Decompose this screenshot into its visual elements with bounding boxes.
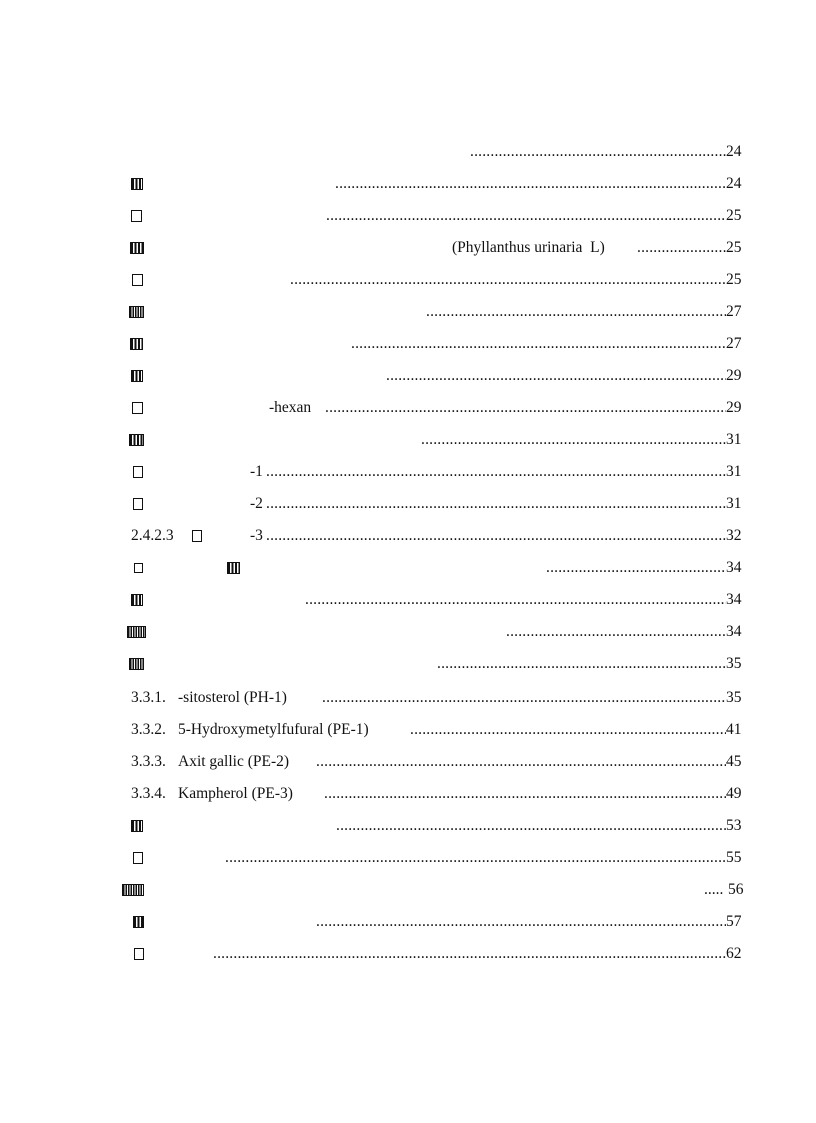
section-number: 2.4.2.3	[131, 527, 174, 544]
dot-leader	[637, 237, 726, 259]
toc-entry[interactable]	[0, 653, 816, 675]
entry-title: 5-Hydroxymetylfufural (PE-1)	[178, 721, 369, 738]
dot-leader	[225, 847, 726, 869]
missing-glyph-icon	[133, 498, 143, 510]
missing-glyph-icon	[134, 563, 143, 573]
page-number: 31	[726, 431, 742, 448]
dot-leader	[305, 589, 726, 611]
dot-leader	[266, 493, 726, 515]
dot-leader	[326, 205, 726, 227]
dot-leader	[506, 621, 726, 643]
section-number: 3.3.3.	[131, 753, 166, 770]
toc-entry[interactable]	[0, 429, 816, 451]
toc-entry[interactable]	[0, 141, 816, 163]
toc-entry[interactable]	[0, 397, 816, 419]
page-number: 49	[726, 785, 742, 802]
dot-leader: .....	[704, 881, 724, 898]
missing-glyph-icon	[133, 466, 143, 478]
page-number: 45	[726, 753, 742, 770]
toc-entry[interactable]	[0, 461, 816, 483]
page-number: 55	[726, 849, 742, 866]
toc-entry[interactable]	[0, 237, 816, 259]
dot-leader	[470, 141, 726, 163]
page-number: 31	[726, 463, 742, 480]
missing-glyph-icon	[192, 530, 202, 542]
missing-glyph-icon	[131, 820, 143, 832]
toc-entry[interactable]	[0, 943, 816, 965]
page-number: 35	[726, 655, 742, 672]
dot-leader	[324, 783, 726, 805]
dot-leader	[335, 173, 726, 195]
toc-entry[interactable]	[0, 621, 816, 643]
page-number: 34	[726, 559, 742, 576]
dot-leader	[421, 429, 726, 451]
page-number: 31	[726, 495, 742, 512]
toc-entry[interactable]	[0, 751, 816, 773]
dot-leader	[546, 557, 726, 579]
toc-entry[interactable]	[0, 719, 816, 741]
missing-glyph-icon	[129, 658, 144, 670]
page-number: 29	[726, 367, 742, 384]
toc-entry[interactable]	[0, 205, 816, 227]
page-number: 29	[726, 399, 742, 416]
missing-glyph-icon	[129, 306, 144, 318]
entry-title: (Phyllanthus urinaria L)	[452, 239, 605, 256]
entry-title: -1	[250, 463, 263, 480]
missing-glyph-icon	[132, 402, 143, 414]
toc-entry[interactable]	[0, 911, 816, 933]
dot-leader	[325, 397, 726, 419]
dot-leader	[426, 301, 726, 323]
page-number: 25	[726, 239, 742, 256]
missing-glyph-icon	[130, 338, 143, 350]
missing-glyph-icon	[130, 242, 144, 254]
toc-entry[interactable]	[0, 879, 816, 901]
toc-entry[interactable]	[0, 333, 816, 355]
missing-glyph-icon	[122, 884, 144, 896]
missing-glyph-icon	[129, 434, 144, 446]
toc-entry[interactable]	[0, 687, 816, 709]
missing-glyph-icon	[227, 562, 240, 574]
page-number: 53	[726, 817, 742, 834]
dot-leader	[351, 333, 726, 355]
dot-leader	[266, 525, 726, 547]
toc-entry[interactable]	[0, 301, 816, 323]
dot-leader	[290, 269, 726, 291]
section-number: 3.3.4.	[131, 785, 166, 802]
missing-glyph-icon	[132, 274, 143, 286]
entry-title: Axit gallic (PE-2)	[178, 753, 290, 770]
dot-leader	[266, 461, 726, 483]
page-number: 25	[726, 207, 742, 224]
page-number: 56	[728, 881, 744, 898]
page-number: 32	[726, 527, 742, 544]
toc-entry[interactable]	[0, 815, 816, 837]
missing-glyph-icon	[133, 852, 143, 864]
toc-entry[interactable]	[0, 557, 816, 579]
missing-glyph-icon	[131, 594, 143, 606]
missing-glyph-icon	[134, 948, 144, 960]
missing-glyph-icon	[133, 916, 144, 928]
dot-leader	[316, 911, 726, 933]
page-number: 27	[726, 335, 742, 352]
toc-entry[interactable]	[0, 365, 816, 387]
missing-glyph-icon	[127, 626, 146, 638]
dot-leader	[386, 365, 726, 387]
toc-entry[interactable]	[0, 173, 816, 195]
entry-title: Kampherol (PE-3)	[178, 785, 293, 802]
dot-leader	[213, 943, 726, 965]
missing-glyph-icon	[131, 210, 142, 222]
page-number: 27	[726, 303, 742, 320]
dot-leader	[316, 751, 726, 773]
page-number: 24	[726, 143, 742, 160]
section-number: 3.3.1.	[131, 689, 166, 706]
entry-title: -3	[250, 527, 263, 544]
dot-leader	[410, 719, 726, 741]
entry-title: -sitosterol (PH-1)	[178, 689, 287, 706]
toc-entry[interactable]	[0, 269, 816, 291]
page-number: 24	[726, 175, 742, 192]
toc-entry[interactable]	[0, 493, 816, 515]
page-number: 25	[726, 271, 742, 288]
toc-entry[interactable]	[0, 589, 816, 611]
page-number: 41	[726, 721, 742, 738]
page-number: 62	[726, 945, 742, 962]
page-number: 34	[726, 623, 742, 640]
page-number: 34	[726, 591, 742, 608]
page-number: 35	[726, 689, 742, 706]
missing-glyph-icon	[131, 178, 143, 190]
section-number: 3.3.2.	[131, 721, 166, 738]
toc-entry[interactable]	[0, 783, 816, 805]
entry-title: -hexan	[269, 399, 312, 416]
page-number: 57	[726, 913, 742, 930]
toc-entry[interactable]	[0, 525, 816, 547]
dot-leader	[437, 653, 726, 675]
entry-title: -2	[250, 495, 263, 512]
dot-leader	[322, 687, 726, 709]
missing-glyph-icon	[131, 370, 143, 382]
dot-leader	[336, 815, 726, 837]
toc-entry[interactable]	[0, 847, 816, 869]
